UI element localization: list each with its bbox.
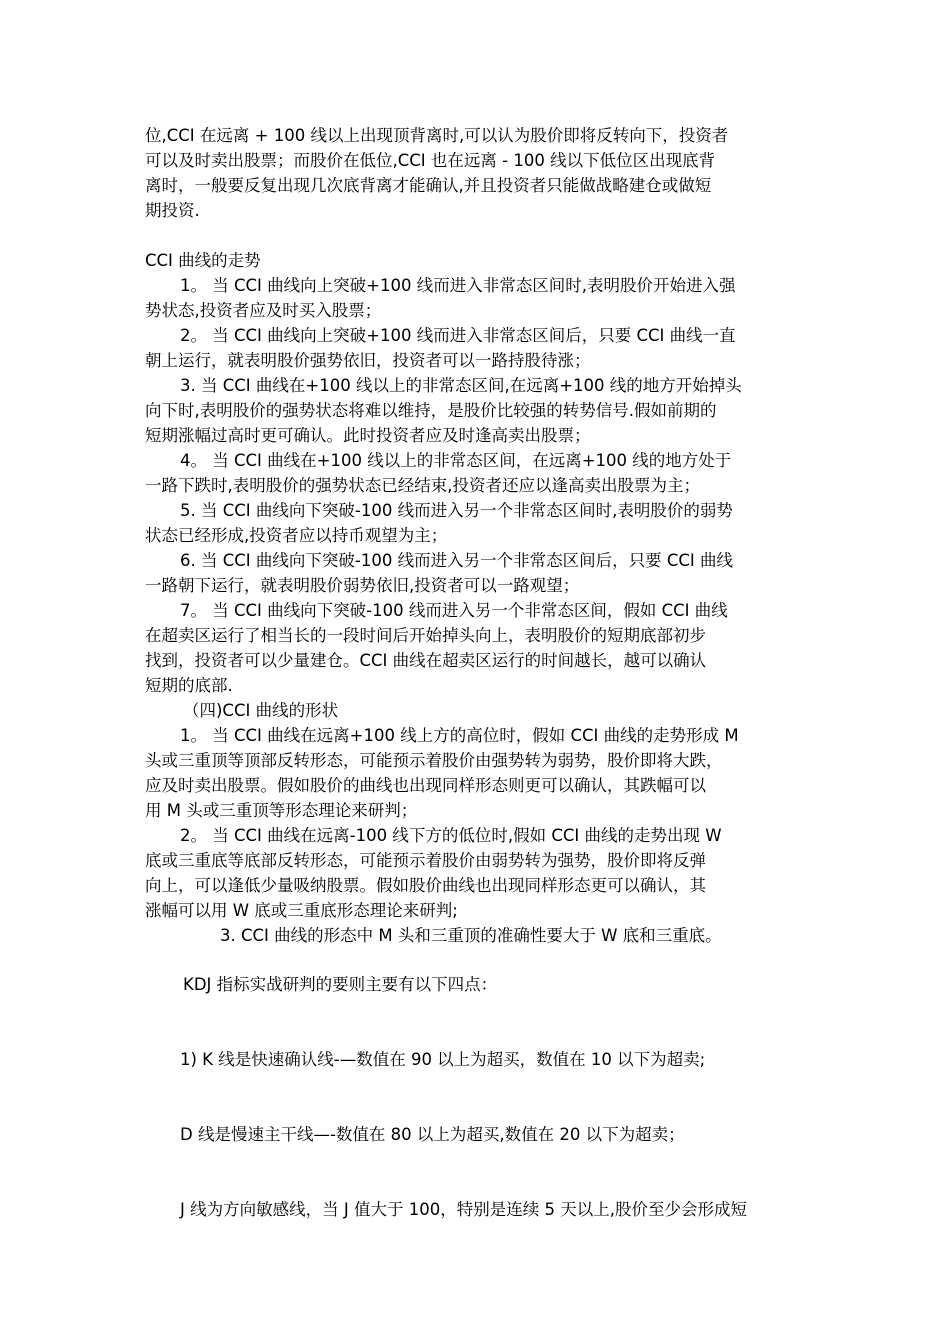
shape-line: 2。 当 CCI 曲线在远离-100 线下方的低位时,假如 CCI 曲线的走势出现 W	[180, 826, 722, 845]
paragraph-line: 可以及时卖出股票；而股价在低位,CCI 也在远离 - 100 线以下低位区出现底背	[145, 151, 716, 170]
trend-line: 找到，投资者可以少量建仓。CCI 曲线在超卖区运行的时间越长，越可以确认	[145, 651, 707, 670]
trend-line: 6. 当 CCI 曲线向下突破-100 线而进入另一个非常态区间后，只要 CCI 曲线	[180, 551, 733, 570]
shape-line: 涨幅可以用 W 底或三重底形态理论来研判;	[145, 901, 458, 920]
trend-line: 2。 当 CCI 曲线向上突破+100 线而进入非常态区间后，只要 CCI 曲线一直	[180, 326, 736, 345]
shape-line: 3. CCI 曲线的形态中 M 头和三重顶的准确性要大于 W 底和三重底。	[220, 926, 722, 945]
shape-line: 头或三重顶等顶部反转形态，可能预示着股价由强势转为弱势，股价即将大跌，	[145, 751, 723, 770]
trend-line: 5. 当 CCI 曲线向下突破-100 线而进入另一个非常态区间时,表明股价的弱势	[180, 501, 733, 520]
trend-line: 在超卖区运行了相当长的一段时间后开始掉头向上，表明股价的短期底部初步	[145, 626, 706, 645]
trend-line: 短期涨幅过高时更可确认。此时投资者应及时逢高卖出股票；	[145, 426, 591, 445]
paragraph-line: 位,CCI 在远离 + 100 线以上出现顶背离时,可以认为股价即将反转向下，投资者	[145, 126, 729, 145]
trend-line: 7。 当 CCI 曲线向下突破-100 线而进入另一个非常态区间，假如 CCI 曲线	[180, 601, 728, 620]
kdj-k-line: 1) K 线是快速确认线-—数值在 90 以上为超买，数值在 10 以下为超卖;	[180, 1050, 706, 1069]
shape-line: 底或三重底等底部反转形态，可能预示着股价由弱势转为强势，股价即将反弹	[145, 851, 706, 870]
section-heading-trend: CCI 曲线的走势	[145, 251, 261, 270]
paragraph-line: 离时，一般要反复出现几次底背离才能确认,并且投资者只能做战略建仓或做短	[145, 176, 712, 195]
section-heading-shape: （四)CCI 曲线的形状	[183, 701, 339, 720]
shape-line: 1。 当 CCI 曲线在远离+100 线上方的高位时，假如 CCI 曲线的走势形成 M	[180, 726, 739, 745]
trend-line: 朝上运行，就表明股价强势依旧，投资者可以一路持股待涨；	[145, 351, 591, 370]
shape-line: 用 M 头或三重顶等形态理论来研判；	[145, 801, 418, 820]
trend-line: 状态已经形成,投资者应以持币观望为主；	[145, 526, 448, 545]
section-heading-kdj: KDJ 指标实战研判的要则主要有以下四点：	[183, 975, 498, 994]
shape-line: 向上，可以逢低少量吸纳股票。假如股价曲线也出现同样形态更可以确认，其	[145, 876, 706, 895]
trend-line: 一路下跌时,表明股价的强势状态已经结束,投资者还应以逢高卖出股票为主；	[145, 476, 700, 495]
shape-line: 应及时卖出股票。假如股价的曲线也出现同样形态则更可以确认，其跌幅可以	[145, 776, 706, 795]
trend-line: 向下时,表明股价的强势状态将难以维持，是股价比较强的转势信号.假如前期的	[145, 401, 717, 420]
trend-line: 1。 当 CCI 曲线向上突破+100 线而进入非常态区间时,表明股价开始进入强	[180, 276, 736, 295]
trend-line: 短期的底部.	[145, 676, 233, 695]
trend-line: 势状态,投资者应及时买入股票；	[145, 301, 382, 320]
trend-line: 3. 当 CCI 曲线在+100 线以上的非常态区间,在远离+100 线的地方开始掉头	[180, 376, 742, 395]
paragraph-line: 期投资.	[145, 201, 200, 220]
kdj-d-line: D 线是慢速主干线—-数值在 80 以上为超买,数值在 20 以下为超卖；	[180, 1125, 685, 1144]
trend-line: 4。 当 CCI 曲线在+100 线以上的非常态区间，在远离+100 线的地方处于	[180, 451, 732, 470]
trend-line: 一路朝下运行，就表明股价弱势依旧,投资者可以一路观望；	[145, 576, 580, 595]
kdj-j-line: J 线为方向敏感线，当 J 值大于 100，特别是连续 5 天以上,股价至少会形成短	[180, 1200, 747, 1219]
